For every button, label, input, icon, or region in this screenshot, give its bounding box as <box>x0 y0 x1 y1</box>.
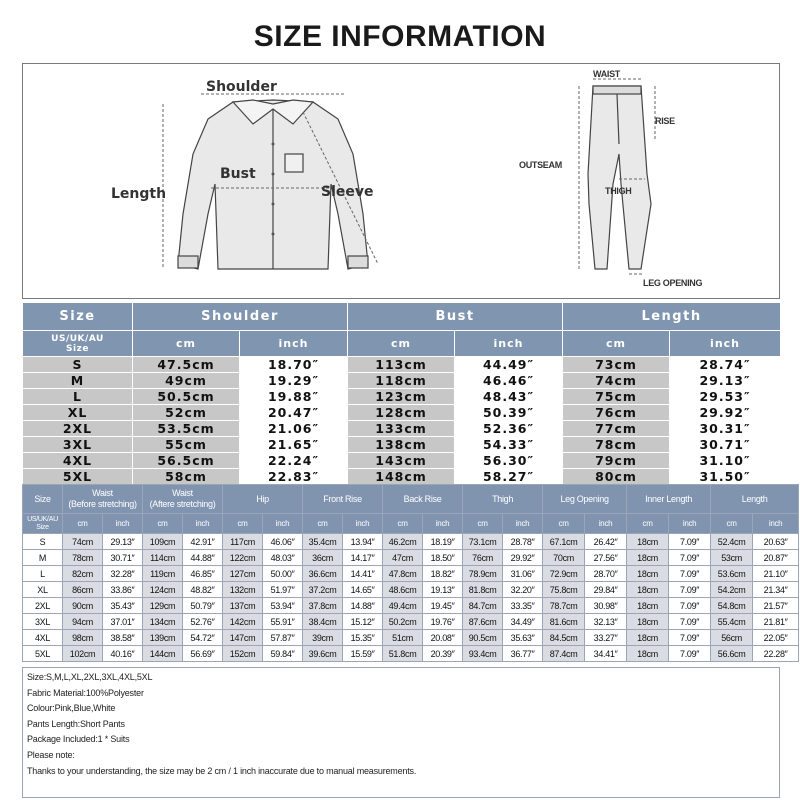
value-cell: 56.30″ <box>455 453 563 469</box>
leg-opening-label: LEG OPENING <box>643 278 703 288</box>
value-cell: 35.63″ <box>503 630 543 646</box>
value-cell: 22.24″ <box>240 453 348 469</box>
value-cell: 14.17″ <box>343 550 383 566</box>
value-cell: 50.79″ <box>183 598 223 614</box>
value-cell: 18cm <box>627 630 669 646</box>
value-cell: 152cm <box>223 646 263 662</box>
value-cell: 30.71″ <box>103 550 143 566</box>
value-cell: 75cm <box>563 389 670 405</box>
value-cell: 67.1cm <box>543 534 585 550</box>
subheader-inch: inch <box>670 331 781 357</box>
value-cell: 38.4cm <box>303 614 343 630</box>
subheader-size-line2: Size <box>36 523 49 531</box>
subheader-inch: inch <box>240 331 348 357</box>
value-cell: 49cm <box>133 373 240 389</box>
value-cell: 50.00″ <box>263 566 303 582</box>
subheader-inch: inch <box>183 514 223 534</box>
value-cell: 54.2cm <box>711 582 753 598</box>
subheader-inch: inch <box>503 514 543 534</box>
value-cell: 78cm <box>563 437 670 453</box>
value-cell: 134cm <box>143 614 183 630</box>
measurement-diagram <box>22 63 780 299</box>
value-cell: 36cm <box>303 550 343 566</box>
value-cell: 55.91″ <box>263 614 303 630</box>
subheader-cm: cm <box>563 331 670 357</box>
value-cell: 42.91″ <box>183 534 223 550</box>
note-line: Fabric Material:100%Polyester <box>27 687 144 698</box>
value-cell: 58cm <box>133 469 240 485</box>
value-cell: 52cm <box>133 405 240 421</box>
value-cell: 35.43″ <box>103 598 143 614</box>
value-cell: 54.72″ <box>183 630 223 646</box>
header-shoulder: Shoulder <box>133 303 348 331</box>
table-row <box>23 469 781 485</box>
value-cell: 75.8cm <box>543 582 585 598</box>
subheader-cm: cm <box>223 514 263 534</box>
value-cell: 86cm <box>63 582 103 598</box>
top-table-body <box>23 357 781 485</box>
value-cell: 21.34″ <box>753 582 799 598</box>
subheader-size-line2: Size <box>66 343 89 354</box>
shoulder-label: Shoulder <box>206 79 277 95</box>
value-cell: 81.8cm <box>463 582 503 598</box>
header-inner-length: Inner Length <box>627 485 711 514</box>
bottom-table-body <box>23 534 799 662</box>
value-cell: 29.13″ <box>670 373 781 389</box>
value-cell: 30.71″ <box>670 437 781 453</box>
value-cell: 19.13″ <box>423 582 463 598</box>
value-cell: 18.82″ <box>423 566 463 582</box>
value-cell: 26.42″ <box>585 534 627 550</box>
value-cell: 36.6cm <box>303 566 343 582</box>
value-cell: 81.6cm <box>543 614 585 630</box>
value-cell: 18.19″ <box>423 534 463 550</box>
value-cell: 48.43″ <box>455 389 563 405</box>
value-cell: 7.09″ <box>669 534 711 550</box>
note-line: Pants Length:Short Pants <box>27 718 125 729</box>
value-cell: 57.87″ <box>263 630 303 646</box>
header-length: Length <box>711 485 799 514</box>
value-cell: 37.01″ <box>103 614 143 630</box>
value-cell: 13.94″ <box>343 534 383 550</box>
value-cell: 52.4cm <box>711 534 753 550</box>
value-cell: 113cm <box>348 357 455 373</box>
value-cell: 118cm <box>348 373 455 389</box>
value-cell: 50.39″ <box>455 405 563 421</box>
value-cell: 129cm <box>143 598 183 614</box>
table-row <box>23 582 799 598</box>
size-cell: M <box>23 373 133 389</box>
subheader-cm: cm <box>303 514 343 534</box>
header-waist-before-line2: (Before stretching) <box>68 499 137 509</box>
note-line: Thanks to your understanding, the size may be 2 cm / 1 inch inaccurate due to manual measurements. <box>27 765 417 776</box>
value-cell: 21.81″ <box>753 614 799 630</box>
value-cell: 32.20″ <box>503 582 543 598</box>
header-leg-opening: Leg Opening <box>543 485 627 514</box>
size-cell: 2XL <box>23 598 63 614</box>
value-cell: 46.2cm <box>383 534 423 550</box>
subheader-cm: cm <box>627 514 669 534</box>
value-cell: 138cm <box>348 437 455 453</box>
value-cell: 20.08″ <box>423 630 463 646</box>
value-cell: 74cm <box>563 373 670 389</box>
value-cell: 28.74″ <box>670 357 781 373</box>
value-cell: 20.47″ <box>240 405 348 421</box>
value-cell: 133cm <box>348 421 455 437</box>
value-cell: 147cm <box>223 630 263 646</box>
value-cell: 18.70″ <box>240 357 348 373</box>
value-cell: 78.9cm <box>463 566 503 582</box>
bust-label: Bust <box>220 166 256 182</box>
value-cell: 35.4cm <box>303 534 343 550</box>
value-cell: 7.09″ <box>669 630 711 646</box>
value-cell: 46.85″ <box>183 566 223 582</box>
value-cell: 33.27″ <box>585 630 627 646</box>
value-cell: 20.87″ <box>753 550 799 566</box>
value-cell: 53.5cm <box>133 421 240 437</box>
subheader-inch: inch <box>669 514 711 534</box>
value-cell: 15.12″ <box>343 614 383 630</box>
value-cell: 28.78″ <box>503 534 543 550</box>
value-cell: 78cm <box>63 550 103 566</box>
value-cell: 47.8cm <box>383 566 423 582</box>
value-cell: 30.31″ <box>670 421 781 437</box>
value-cell: 72.9cm <box>543 566 585 582</box>
header-size: Size <box>23 303 133 331</box>
value-cell: 55cm <box>133 437 240 453</box>
value-cell: 32.28″ <box>103 566 143 582</box>
value-cell: 73.1cm <box>463 534 503 550</box>
value-cell: 18cm <box>627 646 669 662</box>
value-cell: 7.09″ <box>669 614 711 630</box>
subheader-inch: inch <box>343 514 383 534</box>
header-waist-after <box>143 485 223 514</box>
value-cell: 32.13″ <box>585 614 627 630</box>
header-back-rise: Back Rise <box>383 485 463 514</box>
size-cell: 4XL <box>23 630 63 646</box>
product-notes <box>22 667 780 798</box>
value-cell: 94cm <box>63 614 103 630</box>
length-label: Length <box>111 186 167 202</box>
value-cell: 56.6cm <box>711 646 753 662</box>
note-line: Size:S,M,L,XL,2XL,3XL,4XL,5XL <box>27 672 153 682</box>
header-bust: Bust <box>348 303 563 331</box>
header-hip: Hip <box>223 485 303 514</box>
value-cell: 18cm <box>627 550 669 566</box>
size-cell: 5XL <box>23 646 63 662</box>
value-cell: 70cm <box>543 550 585 566</box>
table-row <box>23 550 799 566</box>
subheader-inch: inch <box>423 514 463 534</box>
value-cell: 74cm <box>63 534 103 550</box>
subheader-cm: cm <box>383 514 423 534</box>
value-cell: 48.03″ <box>263 550 303 566</box>
value-cell: 117cm <box>223 534 263 550</box>
table-row <box>23 534 799 550</box>
value-cell: 52.76″ <box>183 614 223 630</box>
value-cell: 53.6cm <box>711 566 753 582</box>
value-cell: 53cm <box>711 550 753 566</box>
subheader-size-line1: US/UK/AU <box>51 333 104 344</box>
value-cell: 132cm <box>223 582 263 598</box>
subheader-size <box>23 331 133 357</box>
value-cell: 7.09″ <box>669 582 711 598</box>
value-cell: 33.35″ <box>503 598 543 614</box>
subheader-cm: cm <box>133 331 240 357</box>
size-cell: S <box>23 534 63 550</box>
value-cell: 37.8cm <box>303 598 343 614</box>
header-waist-after-line2: (Aftere stretching) <box>149 499 216 509</box>
header-waist-before <box>63 485 143 514</box>
value-cell: 19.45″ <box>423 598 463 614</box>
value-cell: 102cm <box>63 646 103 662</box>
value-cell: 144cm <box>143 646 183 662</box>
table-row <box>23 421 781 437</box>
size-cell: L <box>23 389 133 405</box>
value-cell: 73cm <box>563 357 670 373</box>
header-size: Size <box>23 485 63 514</box>
subheader-inch: inch <box>585 514 627 534</box>
value-cell: 7.09″ <box>669 646 711 662</box>
subheader-cm: cm <box>143 514 183 534</box>
size-cell: XL <box>23 582 63 598</box>
table-row <box>23 357 781 373</box>
value-cell: 31.10″ <box>670 453 781 469</box>
header-waist-before-line1: Waist <box>92 488 113 498</box>
value-cell: 22.83″ <box>240 469 348 485</box>
value-cell: 87.6cm <box>463 614 503 630</box>
bottom-size-table <box>22 484 799 662</box>
value-cell: 76cm <box>563 405 670 421</box>
value-cell: 90cm <box>63 598 103 614</box>
value-cell: 29.13″ <box>103 534 143 550</box>
value-cell: 30.98″ <box>585 598 627 614</box>
size-cell: XL <box>23 405 133 421</box>
value-cell: 148cm <box>348 469 455 485</box>
sleeve-label: Sleeve <box>321 184 374 200</box>
header-waist-after-line1: Waist <box>172 488 193 498</box>
waist-label: WAIST <box>593 69 620 79</box>
note-line: Colour:Pink,Blue,White <box>27 703 116 714</box>
value-cell: 79cm <box>563 453 670 469</box>
note-line: Please note: <box>27 749 75 760</box>
value-cell: 44.88″ <box>183 550 223 566</box>
value-cell: 59.84″ <box>263 646 303 662</box>
top-size-table <box>22 302 781 485</box>
value-cell: 14.88″ <box>343 598 383 614</box>
value-cell: 55.4cm <box>711 614 753 630</box>
subheader-cm: cm <box>543 514 585 534</box>
value-cell: 21.10″ <box>753 566 799 582</box>
value-cell: 47.5cm <box>133 357 240 373</box>
value-cell: 20.63″ <box>753 534 799 550</box>
value-cell: 21.57″ <box>753 598 799 614</box>
value-cell: 128cm <box>348 405 455 421</box>
value-cell: 20.39″ <box>423 646 463 662</box>
value-cell: 51.8cm <box>383 646 423 662</box>
value-cell: 29.53″ <box>670 389 781 405</box>
shirt-illustration <box>23 64 781 300</box>
value-cell: 39.6cm <box>303 646 343 662</box>
size-cell: 3XL <box>23 614 63 630</box>
value-cell: 49.4cm <box>383 598 423 614</box>
size-cell: 5XL <box>23 469 133 485</box>
header-thigh: Thigh <box>463 485 543 514</box>
value-cell: 18cm <box>627 614 669 630</box>
value-cell: 47cm <box>383 550 423 566</box>
subheader-cm: cm <box>348 331 455 357</box>
value-cell: 76cm <box>463 550 503 566</box>
value-cell: 33.86″ <box>103 582 143 598</box>
subheader-inch: inch <box>103 514 143 534</box>
subheader-cm: cm <box>63 514 103 534</box>
value-cell: 93.4cm <box>463 646 503 662</box>
outseam-label: OUTSEAM <box>519 160 562 170</box>
value-cell: 124cm <box>143 582 183 598</box>
value-cell: 143cm <box>348 453 455 469</box>
value-cell: 18.50″ <box>423 550 463 566</box>
value-cell: 53.94″ <box>263 598 303 614</box>
value-cell: 98cm <box>63 630 103 646</box>
value-cell: 19.76″ <box>423 614 463 630</box>
value-cell: 90.5cm <box>463 630 503 646</box>
table-row <box>23 453 781 469</box>
value-cell: 21.65″ <box>240 437 348 453</box>
value-cell: 22.28″ <box>753 646 799 662</box>
value-cell: 34.49″ <box>503 614 543 630</box>
value-cell: 28.70″ <box>585 566 627 582</box>
table-row <box>23 598 799 614</box>
rise-label: RISE <box>655 116 675 126</box>
table-row <box>23 646 799 662</box>
table-row <box>23 405 781 421</box>
value-cell: 31.06″ <box>503 566 543 582</box>
value-cell: 123cm <box>348 389 455 405</box>
value-cell: 18cm <box>627 534 669 550</box>
value-cell: 109cm <box>143 534 183 550</box>
value-cell: 18cm <box>627 566 669 582</box>
bottom-table-subheader-row <box>23 514 799 534</box>
table-row <box>23 373 781 389</box>
subheader-cm: cm <box>463 514 503 534</box>
value-cell: 78.7cm <box>543 598 585 614</box>
value-cell: 137cm <box>223 598 263 614</box>
value-cell: 18cm <box>627 598 669 614</box>
value-cell: 18cm <box>627 582 669 598</box>
value-cell: 27.56″ <box>585 550 627 566</box>
value-cell: 54.8cm <box>711 598 753 614</box>
value-cell: 56cm <box>711 630 753 646</box>
value-cell: 56.69″ <box>183 646 223 662</box>
value-cell: 15.35″ <box>343 630 383 646</box>
table-row <box>23 630 799 646</box>
value-cell: 39cm <box>303 630 343 646</box>
subheader-inch: inch <box>753 514 799 534</box>
size-cell: S <box>23 357 133 373</box>
value-cell: 50.5cm <box>133 389 240 405</box>
subheader-inch: inch <box>263 514 303 534</box>
table-row <box>23 437 781 453</box>
thigh-label: THIGH <box>605 186 632 196</box>
value-cell: 29.92″ <box>503 550 543 566</box>
size-cell: 3XL <box>23 437 133 453</box>
value-cell: 14.41″ <box>343 566 383 582</box>
value-cell: 37.2cm <box>303 582 343 598</box>
value-cell: 36.77″ <box>503 646 543 662</box>
table-row <box>23 614 799 630</box>
subheader-cm: cm <box>711 514 753 534</box>
value-cell: 40.16″ <box>103 646 143 662</box>
value-cell: 51.97″ <box>263 582 303 598</box>
value-cell: 14.65″ <box>343 582 383 598</box>
value-cell: 22.05″ <box>753 630 799 646</box>
value-cell: 56.5cm <box>133 453 240 469</box>
value-cell: 119cm <box>143 566 183 582</box>
value-cell: 122cm <box>223 550 263 566</box>
value-cell: 52.36″ <box>455 421 563 437</box>
subheader-size <box>23 514 63 534</box>
value-cell: 46.46″ <box>455 373 563 389</box>
value-cell: 15.59″ <box>343 646 383 662</box>
value-cell: 21.06″ <box>240 421 348 437</box>
subheader-size-line1: US/UK/AU <box>27 515 58 523</box>
value-cell: 51cm <box>383 630 423 646</box>
value-cell: 46.06″ <box>263 534 303 550</box>
value-cell: 142cm <box>223 614 263 630</box>
header-front-rise: Front Rise <box>303 485 383 514</box>
subheader-inch: inch <box>455 331 563 357</box>
value-cell: 50.2cm <box>383 614 423 630</box>
value-cell: 84.5cm <box>543 630 585 646</box>
page-title: SIZE INFORMATION <box>253 20 547 53</box>
value-cell: 87.4cm <box>543 646 585 662</box>
size-cell: 4XL <box>23 453 133 469</box>
header-length: Length <box>563 303 781 331</box>
value-cell: 19.29″ <box>240 373 348 389</box>
value-cell: 38.58″ <box>103 630 143 646</box>
note-line: Package Included:1 * Suits <box>27 734 130 745</box>
size-cell: M <box>23 550 63 566</box>
value-cell: 7.09″ <box>669 598 711 614</box>
value-cell: 44.49″ <box>455 357 563 373</box>
value-cell: 29.92″ <box>670 405 781 421</box>
value-cell: 82cm <box>63 566 103 582</box>
value-cell: 77cm <box>563 421 670 437</box>
value-cell: 19.88″ <box>240 389 348 405</box>
size-cell: L <box>23 566 63 582</box>
table-row <box>23 566 799 582</box>
value-cell: 54.33″ <box>455 437 563 453</box>
value-cell: 127cm <box>223 566 263 582</box>
value-cell: 58.27″ <box>455 469 563 485</box>
value-cell: 31.50″ <box>670 469 781 485</box>
size-cell: 2XL <box>23 421 133 437</box>
value-cell: 84.7cm <box>463 598 503 614</box>
value-cell: 80cm <box>563 469 670 485</box>
table-row <box>23 389 781 405</box>
value-cell: 48.6cm <box>383 582 423 598</box>
value-cell: 114cm <box>143 550 183 566</box>
value-cell: 7.09″ <box>669 550 711 566</box>
value-cell: 139cm <box>143 630 183 646</box>
value-cell: 29.84″ <box>585 582 627 598</box>
value-cell: 7.09″ <box>669 566 711 582</box>
value-cell: 34.41″ <box>585 646 627 662</box>
value-cell: 48.82″ <box>183 582 223 598</box>
